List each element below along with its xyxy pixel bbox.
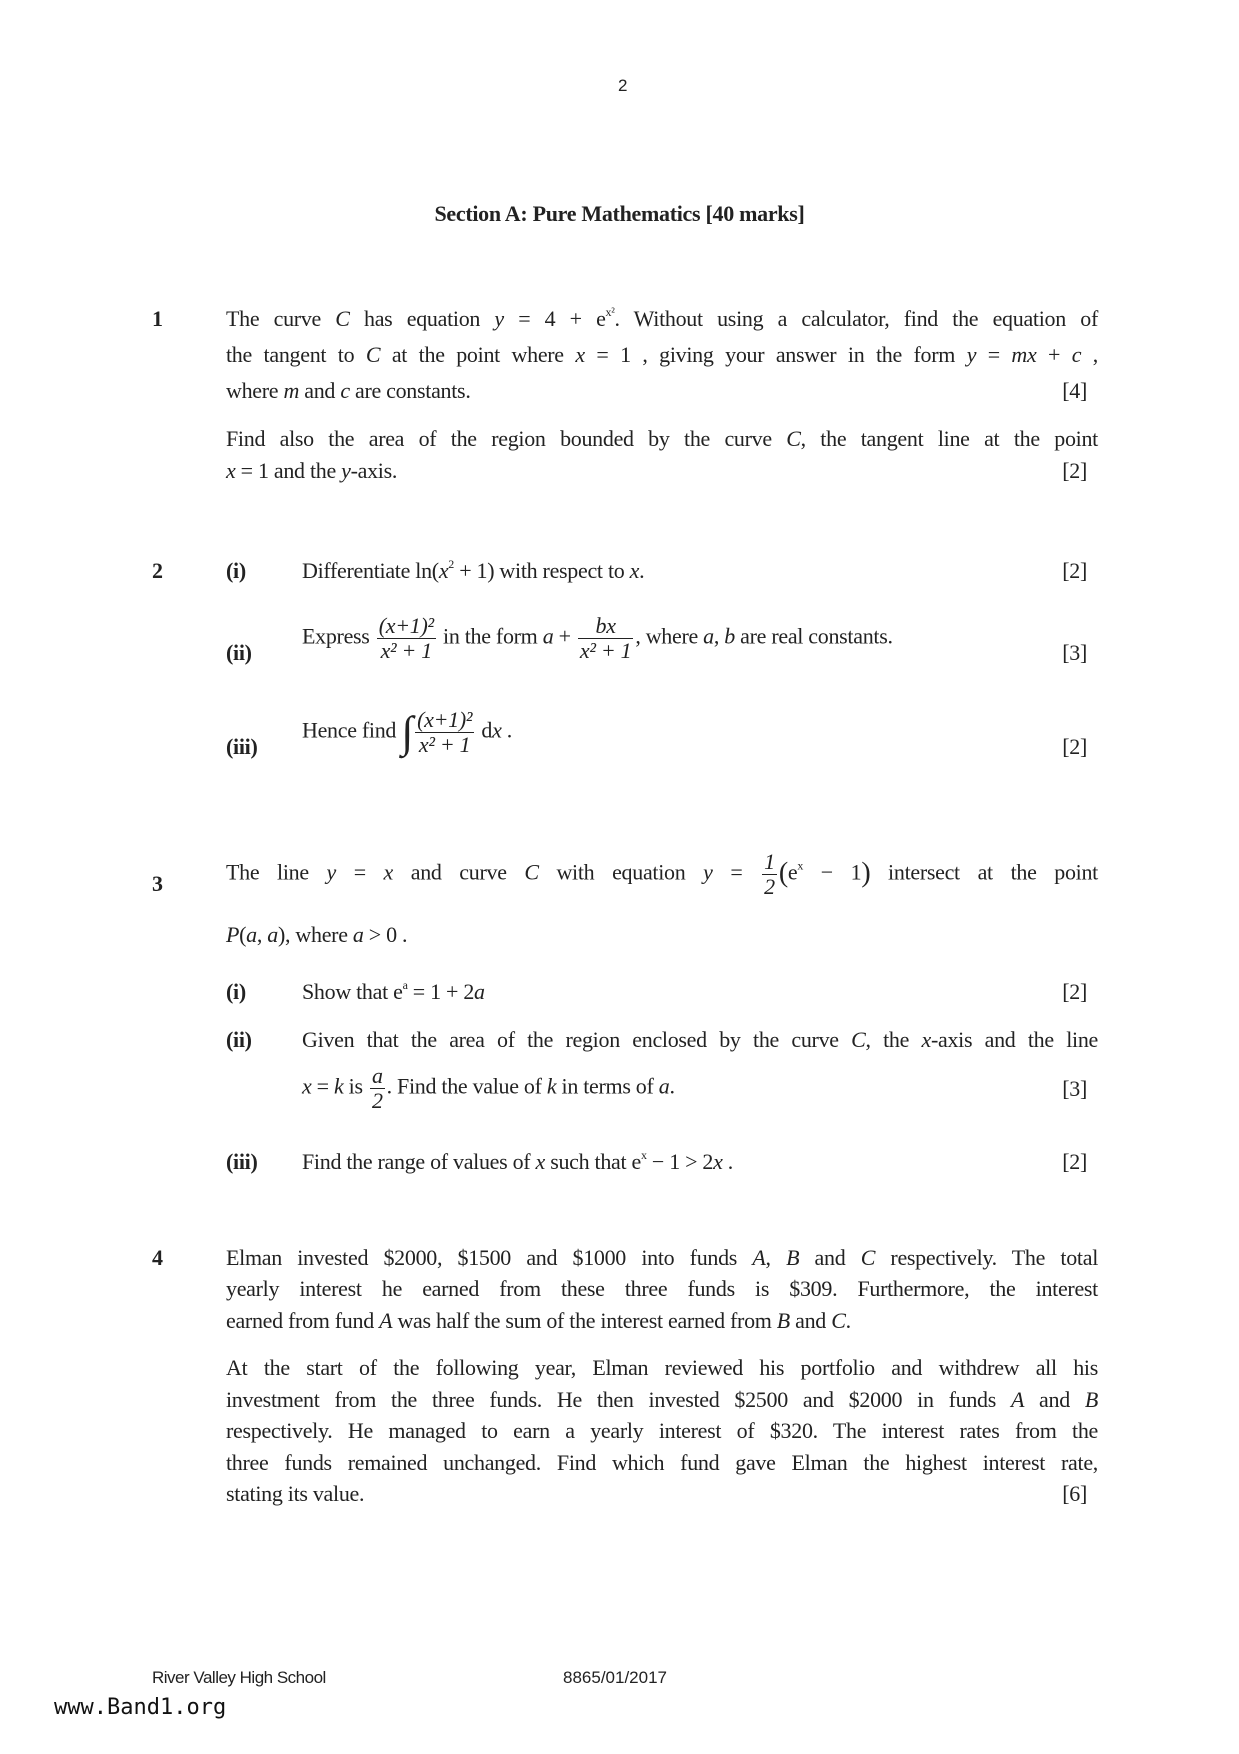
part-text	[302, 708, 512, 757]
fraction-numerator: bx	[578, 614, 633, 639]
fraction-denominator: x² + 1	[579, 638, 632, 663]
text-run: ,	[1081, 342, 1098, 367]
math-variable: x	[535, 1149, 546, 1174]
question-text-line	[226, 458, 397, 484]
text-run: investment from the three funds. He then invested $2500 and $2000 in funds	[226, 1387, 1011, 1412]
math-variable: P	[226, 922, 240, 947]
question-text-line	[226, 1355, 1098, 1381]
text-run: with equation	[538, 859, 704, 885]
text-run: and	[799, 1245, 861, 1270]
text-run: yearly interest he earned from these three funds is $309. Furthermore, the interest	[226, 1276, 1098, 1301]
text-run: = 1 + 2	[407, 979, 475, 1004]
math-variable: m	[283, 378, 300, 403]
question-text-line	[226, 1418, 1098, 1444]
math-variable: x	[713, 1149, 723, 1174]
fraction-denominator: x² + 1	[418, 732, 471, 757]
question-number: 1	[152, 306, 163, 331]
math-variable: x	[383, 859, 394, 885]
text-run: Differentiate ln(	[302, 558, 439, 583]
text-run: the tangent to	[226, 342, 366, 367]
math-fraction	[377, 614, 436, 663]
question-text-line	[226, 378, 471, 404]
math-variable: c	[340, 378, 350, 403]
text-run: ,	[256, 922, 268, 947]
text-run: .	[722, 1149, 733, 1174]
math-variable: a	[474, 979, 485, 1004]
fraction-numerator: 1	[764, 849, 775, 874]
text-run: are constants.	[349, 378, 471, 403]
math-variable: C	[860, 1245, 876, 1270]
text-run: ), where	[277, 922, 353, 947]
text-run: =	[976, 342, 1012, 367]
part-text	[302, 558, 644, 584]
part-label: (i)	[226, 979, 246, 1004]
math-superscript: x	[641, 1148, 647, 1162]
page-number: 2	[618, 76, 628, 95]
math-variable: A	[379, 1308, 393, 1333]
math-variable: x	[575, 342, 585, 367]
math-variable: a	[703, 623, 714, 649]
math-variable: x	[492, 717, 502, 743]
marks-label: [2]	[1062, 458, 1087, 483]
text-run: are real constants.	[734, 623, 893, 649]
math-variable: y	[703, 859, 713, 885]
math-superscript: x²	[605, 305, 615, 319]
math-variable: C	[335, 306, 350, 331]
math-variable: C	[851, 1027, 866, 1052]
fraction-numerator: a	[371, 1063, 383, 1088]
part-label: (iii)	[226, 1149, 258, 1174]
text-run: at the point where	[380, 342, 576, 367]
math-fraction	[762, 850, 777, 899]
text-run: ,	[765, 1245, 787, 1270]
text-run: = 1 , giving your answer in the form	[584, 342, 967, 367]
part-text	[302, 614, 893, 663]
question-text-line	[226, 1481, 364, 1507]
question-number: 4	[152, 1245, 163, 1270]
text-run: intersect at the point	[870, 859, 1098, 885]
text-run: earned from fund	[226, 1308, 380, 1333]
text-run: . Without using a calculator, find the equation of	[614, 306, 1098, 331]
text-run: .	[639, 558, 645, 583]
math-variable: A	[1010, 1387, 1025, 1412]
math-variable: y	[494, 306, 504, 331]
text-run: , the	[865, 1027, 922, 1052]
part-label: (i)	[226, 558, 246, 583]
question-text-line	[226, 1387, 1098, 1413]
math-variable: x	[921, 1027, 931, 1052]
math-variable: A	[752, 1245, 766, 1270]
fraction-numerator: (x+1)²	[378, 613, 434, 638]
text-run: (	[239, 922, 247, 947]
text-run: Show that e	[302, 979, 403, 1004]
footer-paper-code: 8865/01/2017	[563, 1668, 667, 1687]
marks-label: [6]	[1062, 1481, 1087, 1506]
text-run: stating its value.	[226, 1481, 365, 1506]
question-text-line	[226, 850, 1098, 899]
marks-label: [2]	[1062, 1149, 1087, 1174]
question-text-line	[226, 426, 1098, 452]
text-run: =	[311, 1073, 334, 1099]
text-run: Elman invested $2000, $1500 and $1000 into funds	[226, 1245, 753, 1270]
text-run: ,	[713, 623, 725, 649]
math-variable: c	[1071, 342, 1082, 367]
math-fraction	[578, 614, 633, 663]
math-variable: a	[246, 922, 257, 947]
text-run: . Find the value of	[386, 1073, 547, 1099]
text-run: − 1 > 2	[646, 1149, 714, 1174]
text-run: At the start of the following year, Elman reviewed his portfolio and withdrew all his	[226, 1355, 1098, 1380]
text-run: Hence find	[302, 717, 402, 743]
math-superscript: x	[797, 858, 804, 873]
part-text	[302, 1064, 675, 1113]
text-run: , the tangent line at the point	[800, 426, 1098, 451]
math-variable: B	[1084, 1387, 1099, 1412]
question-number: 3	[152, 871, 163, 896]
question-text-line	[226, 922, 407, 948]
text-run: + 1) with respect to	[454, 558, 630, 583]
question-number: 2	[152, 558, 163, 583]
text-run: in the form	[437, 623, 543, 649]
math-variable: x	[302, 1073, 312, 1099]
text-run: Find the range of values of	[302, 1149, 536, 1174]
text-run: − 1	[803, 859, 862, 885]
footer-school: River Valley High School	[152, 1668, 326, 1687]
text-run: -axis and the line	[930, 1027, 1099, 1052]
fraction-denominator: 2	[764, 874, 775, 899]
text-run: d	[476, 717, 493, 743]
text-run: =	[712, 859, 761, 885]
watermark-link[interactable]: www.Band1.org	[54, 1695, 227, 1720]
math-variable: C	[365, 342, 381, 367]
math-variable: k	[333, 1073, 344, 1099]
question-text-line	[226, 1450, 1098, 1476]
math-variable: b	[724, 623, 735, 649]
math-fraction	[415, 708, 474, 757]
text-run: has equation	[349, 306, 495, 331]
marks-label: [2]	[1062, 979, 1087, 1004]
fraction-denominator: x² + 1	[380, 638, 432, 663]
text-run: -axis.	[350, 458, 398, 483]
question-text-line	[226, 342, 1098, 368]
question-text-line	[226, 306, 1098, 332]
math-variable: C	[786, 426, 801, 451]
text-run: .	[669, 1073, 675, 1099]
text-run: three funds remained unchanged. Find which fund gave Elman the highest interest rate,	[226, 1450, 1098, 1475]
question-text-line	[226, 1245, 1098, 1271]
text-run: was half the sum of the interest earned from	[392, 1308, 777, 1333]
question-text-line	[226, 1308, 851, 1334]
fraction-numerator: (x+1)²	[417, 707, 473, 732]
text-run: = 4 + e	[503, 306, 606, 331]
text-run: is	[343, 1073, 368, 1099]
text-run: Express	[302, 623, 375, 649]
math-variable: C	[831, 1308, 846, 1333]
text-run: = 1 and the	[235, 458, 342, 483]
math-variable: x	[226, 458, 236, 483]
math-variable: mx	[1011, 342, 1037, 367]
math-variable: a	[352, 922, 364, 947]
math-variable: a	[542, 623, 554, 649]
text-run: , where	[635, 623, 704, 649]
text-run: .	[845, 1308, 851, 1333]
math-superscript: a	[402, 978, 408, 992]
text-run: +	[1036, 342, 1072, 367]
marks-label: [3]	[1062, 640, 1087, 665]
math-bracket: (	[778, 857, 788, 889]
text-run: respectively. He managed to earn a yearly interest of $320. The interest rates from the	[226, 1418, 1098, 1443]
text-run: respectively. The total	[875, 1245, 1099, 1270]
text-run: such that e	[545, 1149, 641, 1174]
marks-label: [3]	[1062, 1076, 1087, 1101]
part-text	[302, 1027, 1098, 1053]
math-variable: x	[438, 558, 449, 583]
math-variable: C	[524, 859, 539, 885]
text-run: > 0 .	[363, 922, 408, 947]
text-run: The curve	[226, 306, 336, 331]
math-variable: y	[341, 458, 351, 483]
math-fraction	[370, 1064, 385, 1113]
fraction-denominator: 2	[371, 1088, 383, 1113]
text-run: e	[787, 859, 798, 885]
text-run: =	[336, 859, 384, 885]
math-variable: y	[966, 342, 977, 367]
integral-sign: ∫	[401, 707, 414, 757]
math-variable: k	[546, 1073, 557, 1099]
math-variable: x	[629, 558, 640, 583]
text-run: and curve	[393, 859, 525, 885]
text-run: Find also the area of the region bounded by the curve	[226, 426, 787, 451]
math-variable: B	[776, 1308, 790, 1333]
text-run: and	[299, 378, 341, 403]
part-text	[302, 979, 485, 1005]
text-run: and	[789, 1308, 832, 1333]
text-run: .	[501, 717, 512, 743]
question-text-line	[226, 1276, 1098, 1302]
math-variable: a	[267, 922, 278, 947]
part-text	[302, 1149, 733, 1175]
text-run: +	[553, 623, 576, 649]
text-run: Given that the area of the region enclosed by the curve	[302, 1027, 852, 1052]
text-run: in terms of	[556, 1073, 659, 1099]
math-superscript: 2	[448, 557, 454, 571]
marks-label: [2]	[1062, 558, 1087, 583]
marks-label: [4]	[1062, 378, 1087, 403]
math-variable: a	[658, 1073, 670, 1099]
text-run: The line	[226, 859, 327, 885]
part-label: (ii)	[226, 640, 252, 665]
marks-label: [2]	[1062, 734, 1087, 759]
math-variable: B	[786, 1245, 800, 1270]
part-label: (ii)	[226, 1027, 252, 1052]
text-run: and	[1024, 1387, 1085, 1412]
math-variable: y	[326, 859, 336, 885]
section-title: Section A: Pure Mathematics [40 marks]	[434, 201, 805, 226]
math-bracket: )	[861, 857, 871, 889]
part-label: (iii)	[226, 734, 258, 759]
text-run: where	[226, 378, 284, 403]
